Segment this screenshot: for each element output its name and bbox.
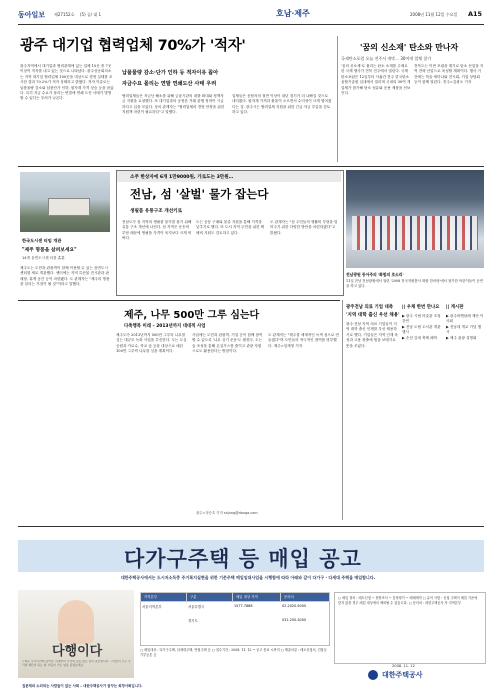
ad-table-header-1: 지역본부: [144, 595, 158, 599]
right-story-body2: 전북도는 이번 포럼을 계기로 탄소 산업을 지역 전략 산업으로 육성할 계획이다. 행사 기간에는 학술 세미나와 전시회, 기업 상담회 등이 함께 열린다. 전주=김광오 기자: [414, 64, 484, 85]
byline: 광주=정승호 기자 shjung@donga.com: [196, 511, 258, 515]
issue-date: 2008년 11월 12일 수요일: [410, 12, 458, 17]
photo-caption-text: 11일 전남 전남광원에서 열린 '2008 전국자원봉사 화합 한마당'에서 참가한 어린이들이 공연을 하고 있다.: [346, 279, 483, 288]
ad-company-logo-icon: [368, 670, 378, 680]
ad-top-rule: [18, 526, 484, 527]
boxed-story-body1: 전남도가 섬 지역의 생필품 물가를 잡기 위해 유통 구조 개선에 나선다. 섬 지역은 운송비 부담 때문에 생필품 가격이 육지보다 크게 비싸다.: [122, 220, 192, 241]
boxed-story-kicker: 소주 한상자에 6개 1만9000원, 가로도는 3만원…: [130, 175, 234, 180]
sidebar-story-1-body: 광주·전남 지역 의료 기업들이 지역 대학 출신 인재를 우선 채용하기로 했다. 기업들은 지역 인재 육성과 고용 창출에 힘을 보태기로 뜻을 모았다.: [346, 322, 398, 348]
lead-body-col1: 광주지역에서 대기업과 협력관계에 있는 업체 10곳 중 7곳 이상이 적자를 내고 있는 것으로 나타났다. 광주상공회의소는 지역 대기업 협력업체 100곳을 대상으로 경영 실태를 조사한 결과 70.2%가 적자 상태라고 밝혔다. 적자 이유로는 납품물량 감소와 납품단가 인하, 원자재 가격 상승 등을 꼽았다. 특히 자금 수요가 몰리는 연말에 연쇄 도산 사태가 발생할 수 있다는 우려가 나온다.: [20, 64, 114, 101]
ad-table-cell: 서울특별시: [188, 605, 205, 609]
jeju-body1: 제주도가 2013년까지 500만 그루의 나무를 심는 대규모 녹화 사업을 추진한다. 도는 도심 공원과 가로수, 학교 숲 등을 대상으로 매년 100만 그루씩 나무를 심을 계획이다.: [116, 333, 187, 354]
ad-company: 대한주택공사: [382, 671, 423, 679]
photo-caption-title: 전남광원 동아주의 '화합의 호소리': [346, 272, 404, 277]
boxed-story-body3: 도 관계자는 "섬 주민들의 생활비 부담을 덜어주기 위한 다양한 방안을 마련하겠다"고 밝혔다.: [270, 220, 338, 235]
left-feature-body: 제주도는 도민과 관광객이 함께 이용할 수 있는 읍면도시센터를 새로 개관했다. 센터에는 지역 특산물 전시관과 판매장, 휴게 공간 등이 마련됐다. 도 관계자는 "제주의 명품을 알리는 거점이 될 것"이라고 말했다.: [20, 266, 110, 287]
performer-row: [352, 216, 478, 250]
ad-table-header-2: 구분: [190, 595, 197, 599]
lead-sub1: 납품물량 감소·단가 인하 등 적자이유 꼽아: [122, 70, 219, 76]
ad-table-cell: 서울지역본부: [142, 605, 162, 609]
ad-table-header-cell-1: [140, 592, 188, 602]
right-story-headline: '꿈의 신소재' 탄소와 만나자: [360, 43, 459, 52]
boxed-story-headline: 전남, 섬 '살벌' 물가 잡는다: [130, 187, 269, 201]
ad-date: 2008. 11. 12: [392, 664, 415, 668]
ad-intro: 대한주택공사에서는 도시저소득층 주거복지실현을 위한 기존주택 매입임대사업을 시행함에 따라 아래와 같이 다가구 · 다세대 주택을 매입합니다.: [120, 575, 376, 580]
building-shape: [48, 198, 90, 216]
jeju-body3: 도 관계자는 "제주를 세계적인 녹색 섬으로 만들겠다"며 도민들의 적극적인 참여를 당부했다. 제주=임재영 기자: [268, 333, 339, 348]
ad-table-header-3: 매입 대상 지역: [236, 595, 258, 599]
jeju-column-separator: [342, 300, 343, 520]
ad-info-left: □ 매입대상 : 다가구주택, 다세대주택, 연립주택 등 □ 접수기간 : 2008. 11. 12 ~ 공고 종료 시까지 □ 제출서류 : 매도신청서, 건물등기부등본 등: [140, 648, 327, 657]
jeju-headline: 제주, 나무 500만 그루 심는다: [124, 310, 260, 321]
right-story-body1: '꿈의 신소재'로 불리는 탄소 소재를 주제로 한 국제 행사가 전북 전주에서 열린다. 국제탄소포럼은 12일부터 사흘간 전주 한국탄소융합기술원 일대에서 열리며 국내외 30여 개 업체가 참가해 탄소 섬유와 응용 제품을 선보인다.: [341, 64, 411, 96]
sidebar-story-2-headline: || 우체 한번 만나요: [402, 305, 440, 310]
ad-table-row-2: [142, 618, 328, 632]
ad-table-row-1: [142, 604, 328, 618]
boxed-story-body2: 도는 공동 구매와 물류 지원을 통해 가격을 낮추기로 했다. 또 도서 지역 주민을 위한 택배비 지원도 검토하고 있다.: [196, 220, 265, 235]
sidebar-story-1-headline: 광주전남 의료 기업 대축: [346, 305, 394, 310]
ad-headline: 다가구주택 등 매입 공고: [124, 547, 362, 571]
left-feature-caption-note: 14개 읍면도시센 터를 훈훈: [22, 256, 65, 260]
page-number: A15: [468, 10, 483, 18]
issue-number: 제27152호: [54, 12, 75, 17]
ad-table-header-4: 문의처: [284, 595, 294, 599]
paper-logo: 동아일보: [18, 10, 46, 19]
lead-body-col2: 협력업체들은 자금난 해소를 위해 금융기관의 대출 확대와 정책자금 지원을 요청했다. 또 대기업과의 공정한 거래 관행 정착이 시급하다고 입을 모았다. 상의 관계자는 "협력업체의 경영 안정을 위한 지원책 마련이 필요하다"고 말했다.: [122, 94, 225, 115]
section-name: 호남·제주: [276, 8, 310, 18]
ad-table-header-cell-3: [232, 592, 282, 602]
left-feature-caption-sub: "제주 명품을 살펴보세요": [22, 248, 77, 253]
right-story-sub: 국제탄소포럼 오늘 전주서 개막… 30여개 업체 참가: [341, 56, 432, 61]
ad-table-cell: 경기도: [188, 619, 198, 623]
ad-slogan-sub: 그래도 우리나라에 있어서, 이제부터 우리의 꿈은 많은 집이 필요합니다. 그것들이 모두 우리의 재산이 되는 날, 마음이 가는 날을 꿈꿔보세요.: [22, 660, 131, 667]
ad-table-header-cell-4: [280, 592, 330, 602]
issue-suffix: (5) 공/ 대 1: [80, 12, 102, 17]
festival-photo: [346, 170, 484, 268]
ad-photo-figure: [58, 600, 94, 644]
ad-table-cell: 1577-7888: [234, 604, 253, 608]
boxed-story-sub: 생필품 유통구조 개선키로: [130, 209, 183, 214]
band-rule-1: [18, 166, 484, 167]
column-separator: [337, 36, 338, 162]
jeju-sub: 다축행복 미래 – 2013년까지 대대적 사업: [124, 324, 206, 329]
left-feature-caption-head: 한국도시센 터임 개관: [22, 238, 62, 243]
masthead: [18, 8, 484, 24]
left-feature-photo: [20, 172, 110, 232]
masthead-rule: [18, 24, 484, 25]
sidebar-story-1-sub: '지역 대학 출신 우선 채용': [346, 313, 400, 318]
ad-table-cell: 02-2020-5000: [282, 604, 307, 608]
jeju-rule: [18, 300, 340, 301]
ad-footer: 집문제와 소외되는 사람들이 없는 사회 – 대한주택공사가 꿈꾸는 희망사회입니다.: [22, 684, 143, 688]
ad-info-right: □ 매입 절차 : 매도신청 → 현장조사 → 감정평가 → 매매계약 □ 유의 사항 : 신청 주택이 매입 기준에 맞지 않을 경우 매입 대상에서 제외될 수 있습니다. □ 문의처 : 대한주택공사 각 지역본부: [338, 596, 478, 605]
sidebar-story-3-body: ▶ 광주비엔날레 재단 이사회 ▶ 전남대 개교 기념 행사 ▶ 제주 관광 설명회: [446, 314, 484, 340]
sidebar-story-3-headline: || 게시판: [446, 305, 464, 310]
sidebar-story-2-body: ▶ 광주 시립 미술관 초청 강연 ▶ 전남 도립 도서관 개관 행사 ▶ 순천 갈대 축제 폐막: [402, 314, 441, 340]
ad-slogan: 다행이다: [52, 644, 103, 659]
lead-body-col3: 업체들은 응답자의 절반 이상이 내년 경기가 더 나빠질 것으로 내다봤다. 원자재 가격과 환율이 오르면서 수익성이 크게 떨어졌다는 것. 광주시는 협력업체 지원을 위한 긴급 자금 투입을 검토하고 있다.: [232, 94, 332, 115]
ad-table-header-cell-2: [186, 592, 234, 602]
ad-table-cell: 031-250-3000: [282, 618, 307, 622]
jeju-body2: 사업에는 도민과 관광객, 기업 등이 함께 참여할 수 있도록 '나무 심기 운동'도 펼친다. 도는 숲 조성을 통해 온실가스를 줄이고 관광 자원으로도 활용한다는 방침이다.: [192, 333, 263, 354]
lead-headline: 광주 대기업 협력업체 70%가 '적자': [20, 38, 246, 54]
lead-sub2: 자금수요 몰리는 연말 연쇄도산 사태 우려: [122, 81, 217, 87]
